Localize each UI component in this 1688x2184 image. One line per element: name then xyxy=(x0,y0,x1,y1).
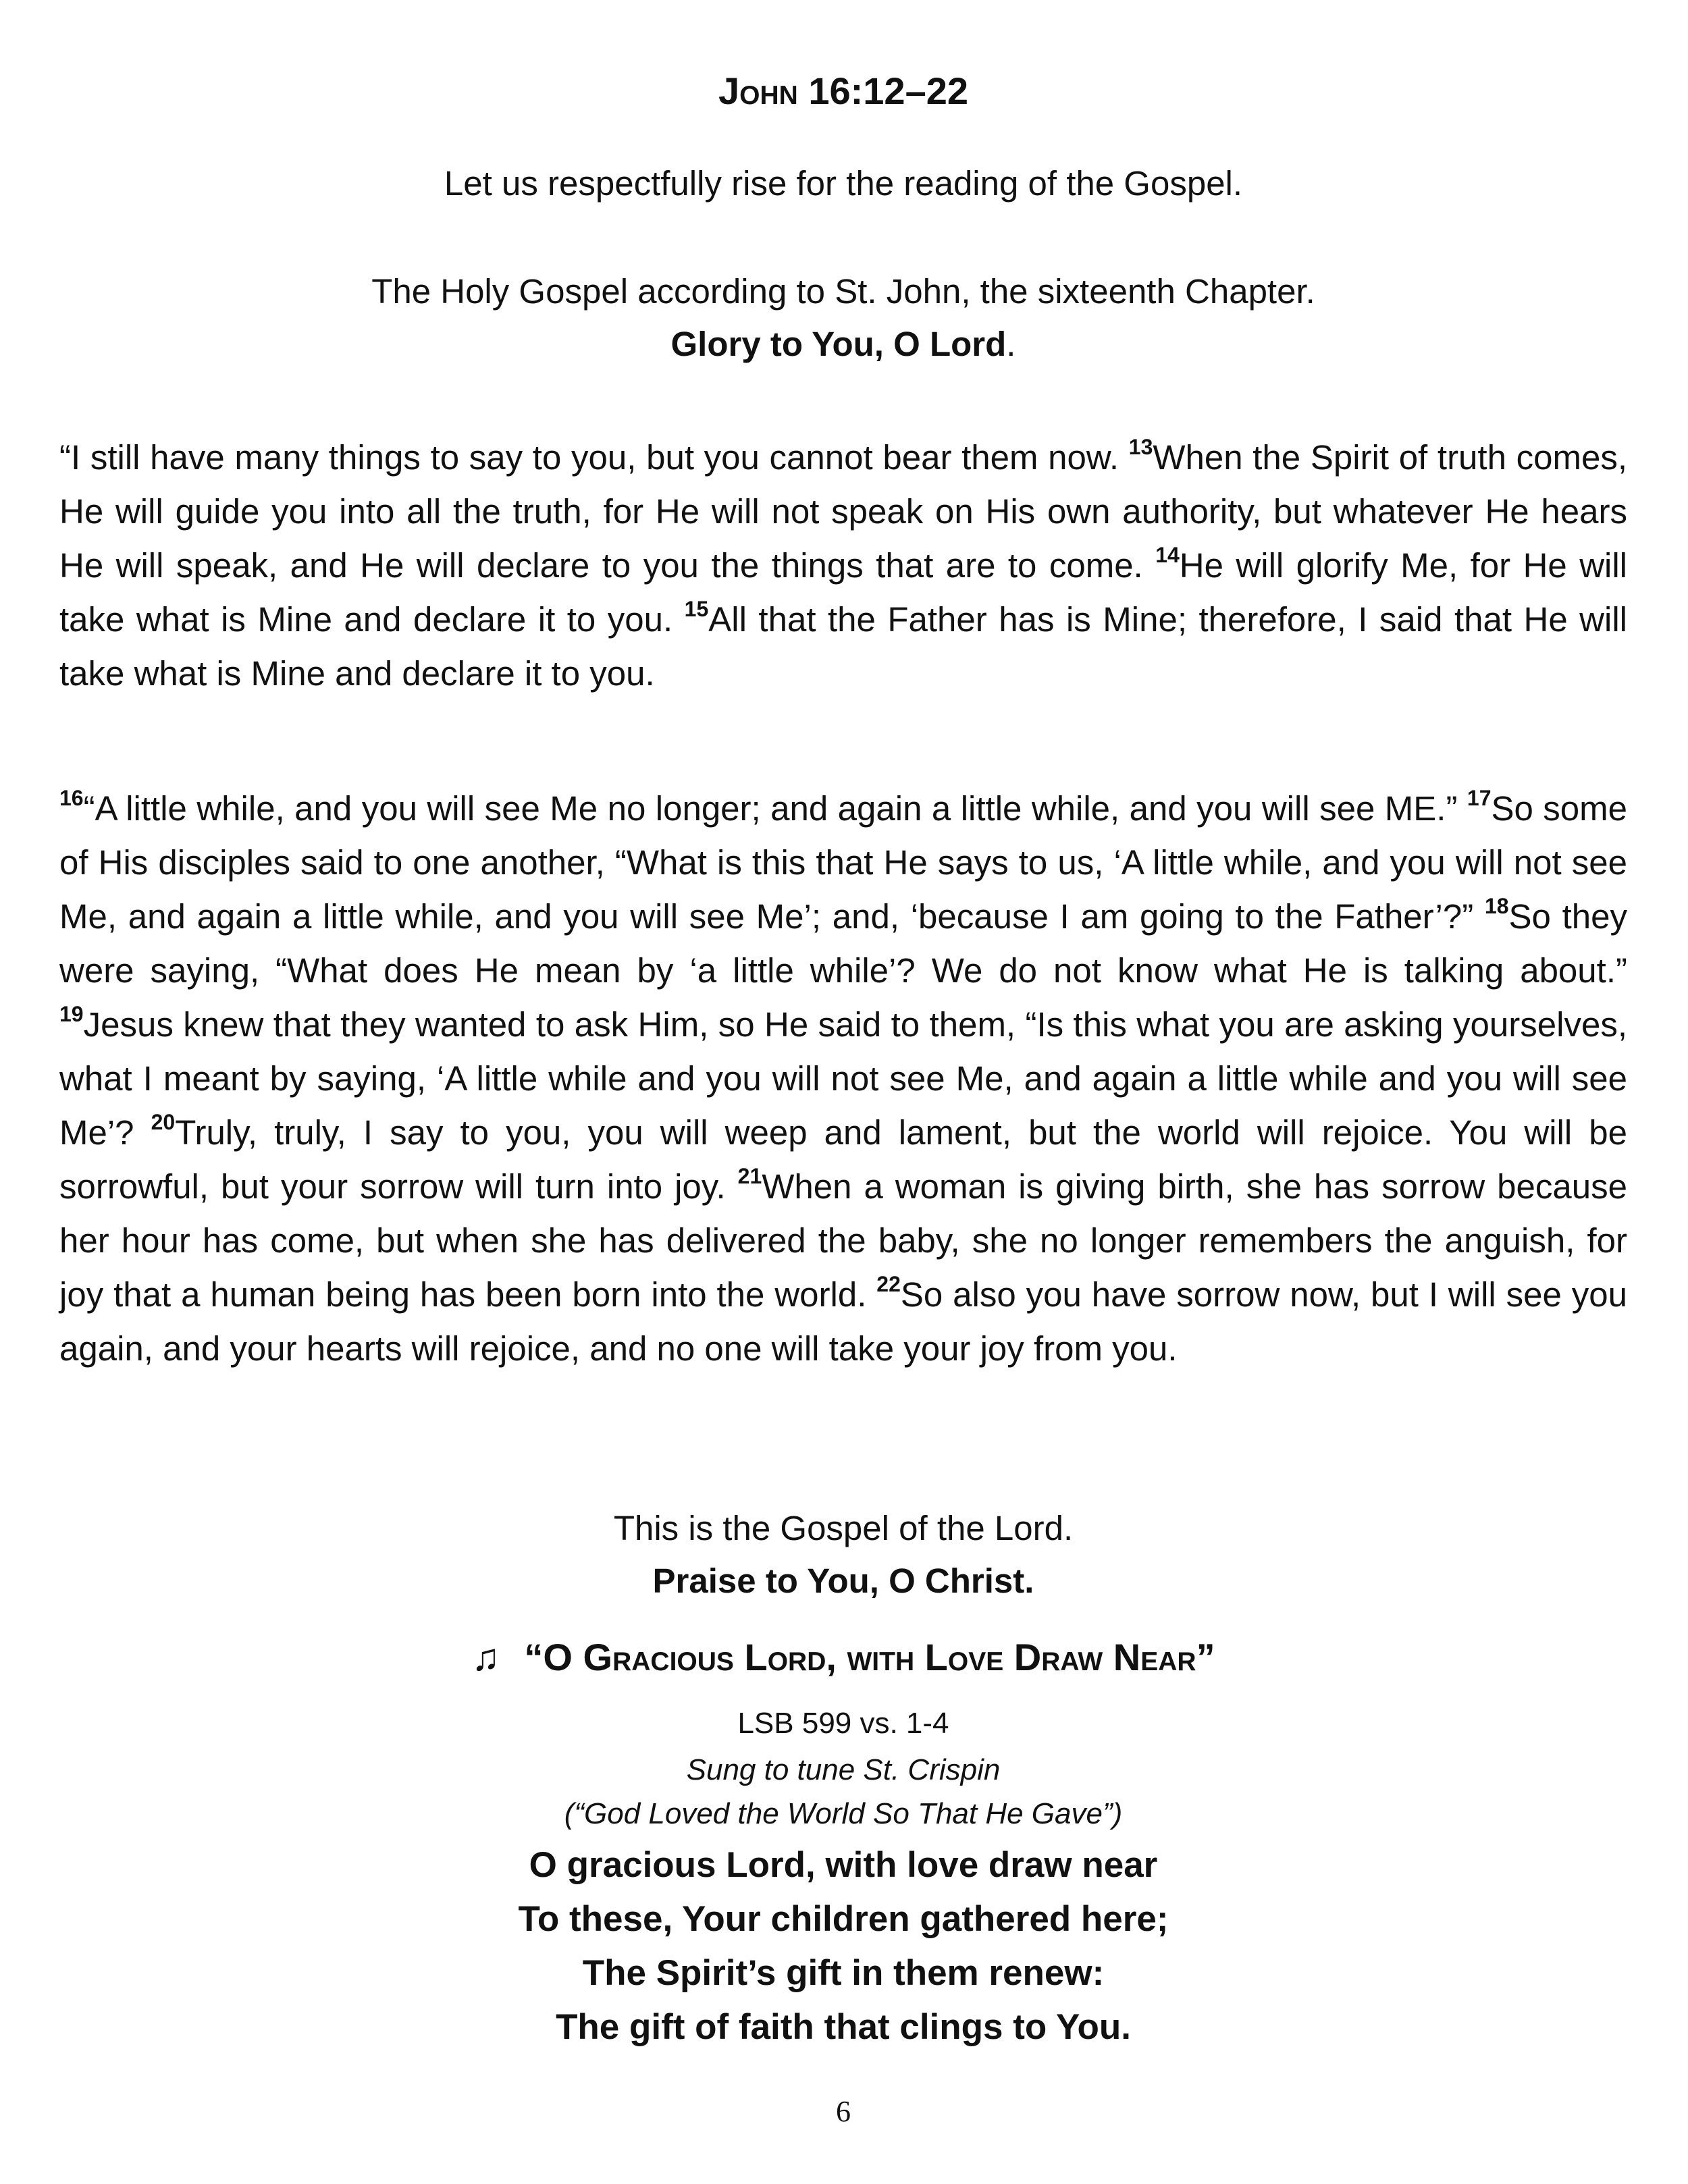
verse-12-text: “I still have many things to say to you, but you cannot bear them now. xyxy=(59,438,1119,477)
congregation-response-praise: Praise to You, O Christ. xyxy=(652,1562,1034,1600)
verse-number-19: 19 xyxy=(59,1002,84,1026)
gospel-announcement: The Holy Gospel according to St. John, the sixteenth Chapter. xyxy=(371,272,1315,311)
verse-18-text: So they were saying, “What does He mean by ‘a little while’? We do not know what He is talking about.” xyxy=(59,897,1628,990)
music-note-icon: ♫ xyxy=(471,1636,500,1678)
hymn-title-row xyxy=(59,1634,1627,1681)
verse-number-13: 13 xyxy=(1128,435,1153,459)
hymn-tune-alt: (“God Loved the World So That He Gave”) xyxy=(564,1797,1123,1830)
verse-13-text: When the Spirit of truth comes, He will guide you into all the truth, for He will not speak on His own authority, but whatever He hears He will speak, and He will declare to you the things that are to come. xyxy=(59,438,1628,585)
hymn-reference: LSB 599 vs. 1-4 xyxy=(737,1707,949,1740)
response-glory-text: Glory to You, O Lord xyxy=(670,325,1007,363)
verse-21-text: When a woman is giving birth, she has sorrow because her hour has come, but when she has delivered the baby, she no longer remembers the anguish, for joy that a human being has been born into the world. xyxy=(59,1167,1627,1314)
verse-number-14: 14 xyxy=(1155,543,1180,567)
hymn-lyric-line-4: The gift of faith that clings to You. xyxy=(556,2007,1131,2047)
invitation-text: Let us respectfully rise for the reading of the Gospel. xyxy=(444,164,1243,203)
hymn-title: “O Gracious Lord, with Love Draw Near” xyxy=(524,1636,1215,1678)
verse-number-16: 16 xyxy=(59,786,84,810)
verse-22-text: So also you have sorrow now, but I will see you again, and your hearts will rejoice, and no one will take your joy from you. xyxy=(59,1275,1628,1368)
verse-17-text: So some of His disciples said to one another, “What is this that He says to us, ‘A little while, and you will not see Me, and again a little while, and you will see Me’; and, ‘because I am going to the Father’?” xyxy=(59,789,1628,936)
verse-number-18: 18 xyxy=(1484,894,1509,918)
verse-number-15: 15 xyxy=(684,597,709,621)
gospel-closing: This is the Gospel of the Lord. xyxy=(613,1509,1074,1547)
congregation-response-glory xyxy=(59,323,1627,366)
hymn-lyric-line-3: The Spirit’s gift in them renew: xyxy=(582,1953,1105,1993)
verse-16-text: “A little while, and you will see Me no longer; and again a little while, and you will see ME.” xyxy=(83,789,1458,828)
hymn-tune: Sung to tune St. Crispin xyxy=(686,1753,1001,1786)
verse-15-text: All that the Father has is Mine; therefore, I said that He will take what is Mine and declare it to you. xyxy=(59,600,1627,693)
verse-number-20: 20 xyxy=(151,1110,176,1134)
gospel-paragraph-2 xyxy=(59,782,1627,1376)
verse-number-17: 17 xyxy=(1467,786,1492,810)
verse-number-22: 22 xyxy=(876,1272,901,1296)
gospel-paragraph-1 xyxy=(59,431,1627,701)
page-number: 6 xyxy=(836,2095,851,2128)
reading-heading: John 16:12–22 xyxy=(718,70,969,112)
hymn-lyric-line-2: To these, Your children gathered here; xyxy=(518,1899,1169,1939)
hymn-lyric-line-1: O gracious Lord, with love draw near xyxy=(529,1845,1158,1885)
verse-20-text: Truly, truly, I say to you, you will weep and lament, but the world will rejoice. You will be sorrowful, but your sorrow will turn into joy. xyxy=(59,1113,1628,1206)
response-glory-punct: . xyxy=(1006,325,1016,363)
verse-number-21: 21 xyxy=(737,1164,762,1188)
verse-19-text: Jesus knew that they wanted to ask Him, so He said to them, “Is this what you are asking yourselves, what I meant by saying, ‘A little while and you will not see Me, and again a little while and you will see Me’? xyxy=(59,1005,1627,1152)
verse-14-text: He will glorify Me, for He will take what is Mine and declare it to you. xyxy=(59,546,1628,639)
